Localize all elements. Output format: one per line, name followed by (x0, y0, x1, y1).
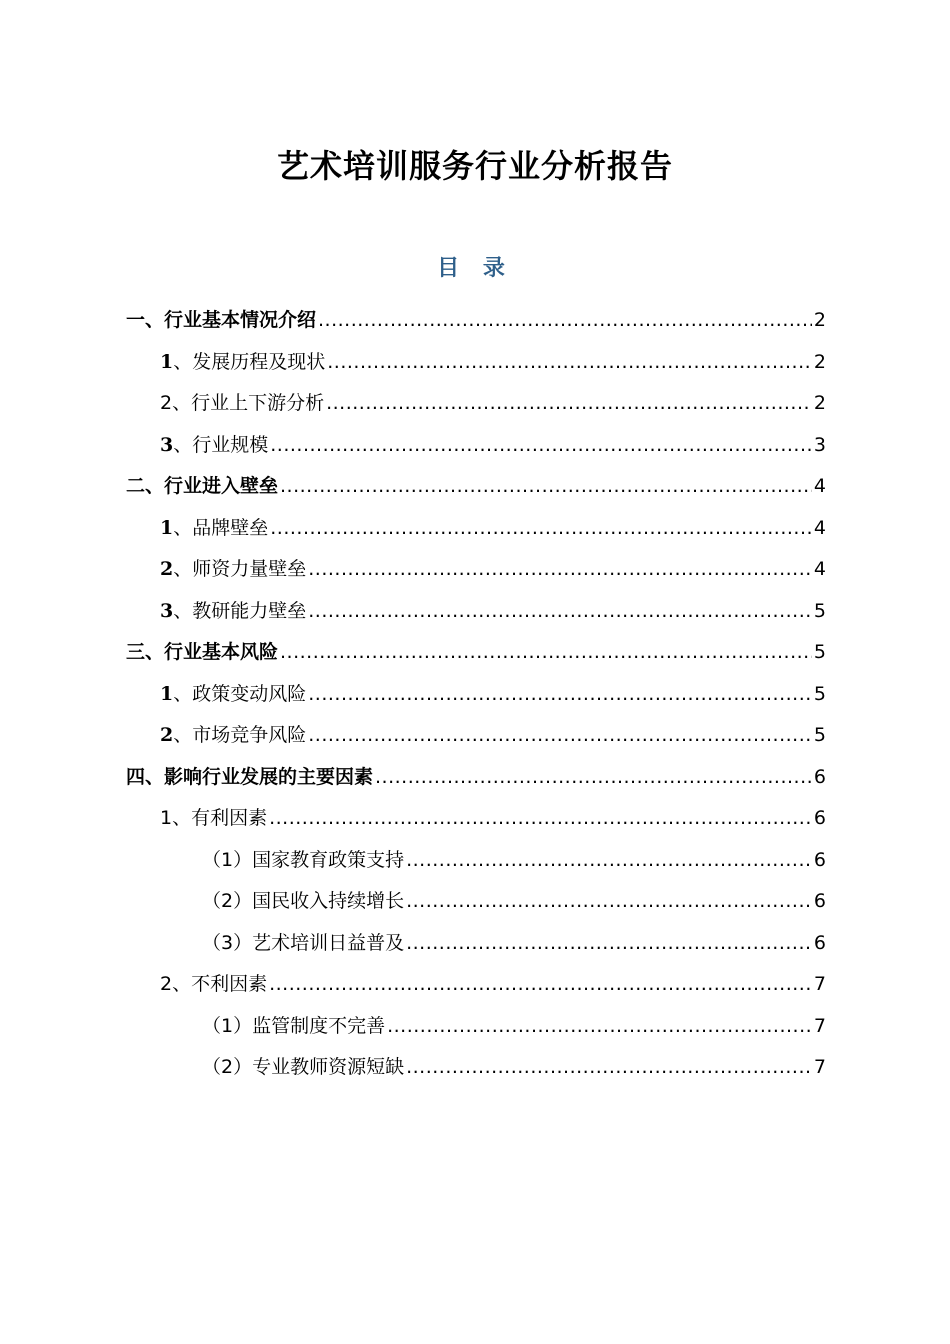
toc-page-number: 7 (813, 973, 826, 995)
toc-leader-dots (387, 1006, 812, 1048)
toc-leader-dots (326, 383, 812, 425)
toc-entry[interactable] (126, 425, 826, 467)
toc-leader-dots (327, 342, 812, 384)
toc-leader-dots (406, 1047, 812, 1089)
document-title: 艺术培训服务行业分析报告 (276, 147, 673, 185)
toc-entry[interactable] (126, 591, 826, 633)
toc-entry-label: 二、行业进入壁垒 (126, 475, 279, 497)
toc-leader-dots (308, 674, 812, 716)
toc-page-number: 6 (813, 807, 826, 829)
toc-leader-dots (406, 881, 812, 923)
toc-page-number: 4 (813, 475, 826, 497)
toc-entry[interactable] (126, 1006, 826, 1048)
toc-leader-dots (375, 757, 812, 799)
toc-entry-label (160, 508, 268, 550)
toc-leader-dots (280, 466, 812, 508)
table-of-contents (126, 300, 826, 1089)
toc-entry-number: 3 (160, 599, 174, 622)
toc-entry-number: 1 (160, 516, 174, 539)
toc-entry-label (160, 425, 268, 467)
toc-entry-label: 四、影响行业发展的主要因素 (126, 765, 374, 788)
toc-entry-label: （2）国民收入持续增长 (202, 890, 405, 912)
toc-entry-label (160, 674, 306, 716)
toc-entry[interactable] (126, 715, 826, 757)
toc-entry-number: 2 (160, 724, 174, 746)
toc-entry-text: 、行业规模 (173, 433, 269, 456)
toc-entry[interactable] (126, 674, 826, 716)
toc-page-number: 5 (813, 724, 826, 746)
toc-entry-text: 、发展历程及现状 (173, 350, 326, 373)
toc-entry-number: 1 (160, 350, 174, 373)
toc-entry[interactable] (126, 549, 826, 591)
toc-entry-label: 一、行业基本情况介绍 (126, 309, 317, 331)
toc-page-number: 2 (813, 309, 826, 331)
toc-entry[interactable] (126, 923, 826, 965)
toc-entry-label: 1、有利因素 (160, 807, 268, 829)
toc-leader-dots (308, 549, 812, 591)
toc-entry-label: （1）监管制度不完善 (202, 1014, 386, 1037)
toc-entry[interactable] (126, 840, 826, 882)
toc-page-number: 6 (813, 765, 826, 788)
toc-heading: 目 录 (437, 255, 513, 281)
toc-entry-text: 、品牌壁垒 (173, 516, 269, 539)
toc-entry[interactable] (126, 632, 826, 674)
toc-page-number: 4 (813, 558, 826, 580)
toc-leader-dots (269, 798, 812, 840)
toc-entry[interactable] (126, 342, 826, 384)
toc-entry-number: 1 (160, 682, 174, 705)
toc-entry-label: 2、不利因素 (160, 973, 268, 995)
toc-entry[interactable] (126, 964, 826, 1006)
toc-entry-number: 3 (160, 433, 174, 456)
toc-entry-label (160, 591, 306, 633)
toc-entry-label (160, 342, 325, 384)
toc-leader-dots (406, 840, 812, 882)
toc-entry[interactable] (126, 466, 826, 508)
toc-page-number: 3 (813, 433, 826, 456)
toc-entry[interactable] (126, 508, 826, 550)
toc-leader-dots (270, 508, 812, 550)
toc-entry[interactable] (126, 383, 826, 425)
toc-leader-dots (308, 715, 812, 757)
toc-entry-text: 、市场竞争风险 (173, 724, 307, 746)
toc-entry-label (160, 549, 306, 591)
toc-leader-dots (406, 923, 812, 965)
toc-leader-dots (270, 425, 812, 467)
toc-entry[interactable] (126, 757, 826, 799)
toc-entry-text: 、教研能力壁垒 (173, 599, 307, 622)
toc-entry-label: （2）专业教师资源短缺 (202, 1056, 405, 1078)
toc-entry[interactable] (126, 881, 826, 923)
toc-page-number: 5 (813, 599, 826, 622)
toc-entry[interactable] (126, 798, 826, 840)
toc-page-number: 6 (813, 931, 826, 954)
toc-entry-label: 2、行业上下游分析 (160, 392, 325, 414)
toc-page-number: 4 (813, 516, 826, 539)
toc-page-number: 2 (813, 350, 826, 373)
toc-entry-label: （1）国家教育政策支持 (202, 848, 405, 871)
toc-leader-dots (269, 964, 812, 1006)
toc-entry-number: 2 (160, 558, 174, 580)
toc-page-number: 6 (813, 848, 826, 871)
toc-entry-label: （3）艺术培训日益普及 (202, 931, 405, 954)
toc-entry[interactable] (126, 300, 826, 342)
toc-page-number: 5 (813, 682, 826, 705)
toc-leader-dots (280, 632, 812, 674)
toc-entry-text: 、师资力量壁垒 (173, 558, 307, 580)
toc-entry-text: 、政策变动风险 (173, 682, 307, 705)
toc-leader-dots (308, 591, 812, 633)
toc-entry[interactable] (126, 1047, 826, 1089)
toc-page-number: 5 (813, 641, 826, 663)
toc-page-number: 7 (813, 1014, 826, 1037)
toc-entry-label (160, 715, 306, 757)
toc-page-number: 6 (813, 890, 826, 912)
toc-page-number: 2 (813, 392, 826, 414)
toc-leader-dots (318, 300, 812, 342)
toc-entry-label: 三、行业基本风险 (126, 641, 279, 663)
toc-page-number: 7 (813, 1056, 826, 1078)
